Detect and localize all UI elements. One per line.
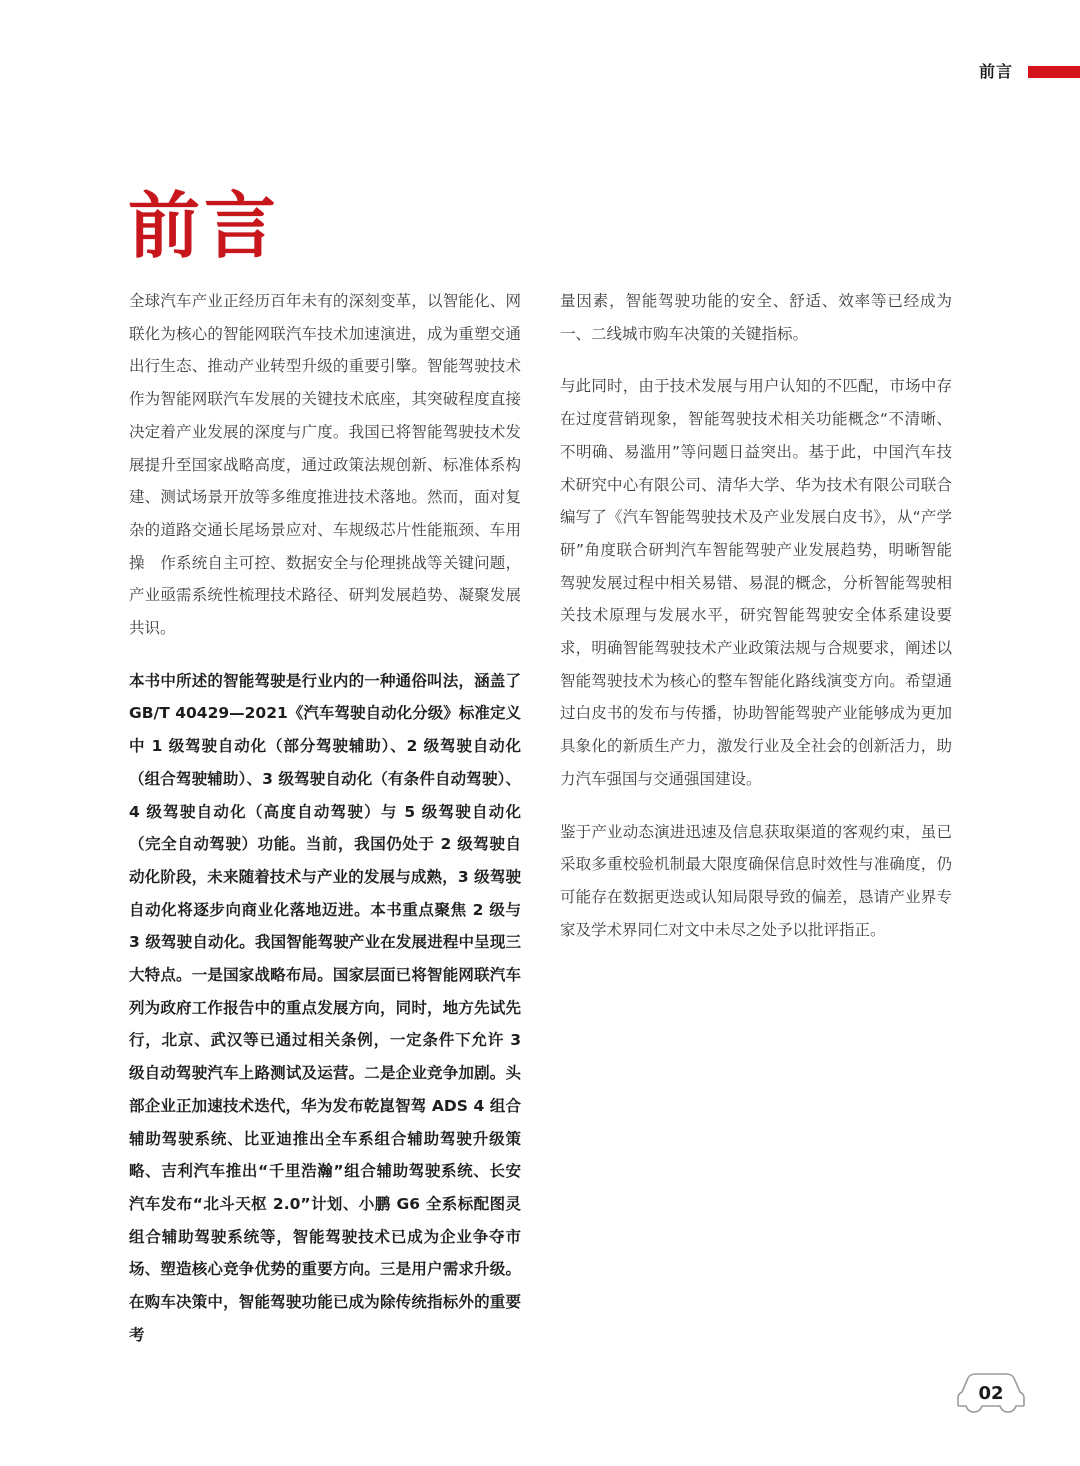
page-number-badge xyxy=(954,1372,1028,1416)
paragraph: 与此同时，由于技术发展与用户认知的不匹配，市场中存在过度营销现象，智能驾驶技术相关功能概念“不清晰、不明确、易滥用”等问题日益突出。基于此，中国汽车技术研究中心有限公司、清华大学、华为技术有限公司联合编写了《汽车智能驾驶技术及产业发展白皮书》，从“产学研”角度联合研判汽车智能驾驶产业发展趋势，明晰智能驾驶发展过程中相关易错、易混的概念，分析智能驾驶相关技术原理与发展水平，研究智能驾驶安全体系建设要求，明确智能驾驶技术产业政策法规与合规要求，阐述以智能驾驶技术为核心的整车智能化路线演变方向。希望通过白皮书的发布与传播，协助智能驾驶产业能够成为更加具象化的新质生产力，激发行业及全社会的创新活力，助力汽车强国与交通强国建设。 xyxy=(560,377,952,788)
section-accent-bar xyxy=(1028,66,1080,78)
paragraph: 全球汽车产业正经历百年未有的深刻变革，以智能化、网联化为核心的智能网联汽车技术加速演进，成为重塑交通出行生态、推动产业转型升级的重要引擎。智能驾驶技术作为智能网联汽车发展的关键技术底座，其突破程度直接决定着产业发展的深度与广度。我国已将智能驾驶技术发展提升至国家战略高度，通过政策法规创新、标准体系构建、测试场景开放等多维度推进技术落地。然而，面对复杂的道路交通长尾场景应对、车规级芯片性能瓶颈、车用操 作系统自主可控、数据安全与伦理挑战等关键问题，产业亟需系统性梳理技术路径、研判发展趋势、凝聚发展共识。 xyxy=(129,292,521,638)
paragraph: 鉴于产业动态演进迅速及信息获取渠道的客观约束，虽已采取多重校验机制最大限度确保信息时效性与准确度，仍可能存在数据更迭或认知局限导致的偏差，恳请产业界专家及学术界同仁对文中未尽之处予以批评指正。 xyxy=(560,822,952,939)
paragraph: 本书中所述的智能驾驶是行业内的一种通俗叫法，涵盖了 GB/T 40429—2021《汽车驾驶自动化分级》标准定义中 1 级驾驶自动化（部分驾驶辅助）、2 级驾驶自动化（组合驾驶辅助）、3 级驾驶自动化（有条件自动驾驶）、4 级驾驶自动化（高度自动驾驶）与 5 级驾驶自动化（完全自动驾驶）功能。当前，我国仍处于 2 级驾驶自动化阶段，未来随着技术与产业的发展与成熟，3 级驾驶自动化将逐步向商业化落地迈进。本书重点聚焦 2 级与 3 级驾驶自动化。我国智能驾驶产业在发展进程中呈现三大特点。一是国家战略布局。国家层面已将智能网联汽车列为政府工作报告中的重点发展方向，同时，地方先试先行，北京、武汉等已通过相关条例，一定条件下允许 3 级自动驾驶汽车上路测试及运营。二是企业竞争加剧。头部企业正加速技术迭代，华为发布乾崑智驾 ADS 4 组合辅助驾驶系统、比亚迪推出全车系组合辅助驾驶升级策略、吉利汽车推出“千里浩瀚”组合辅助驾驶系统、长安汽车发布“北斗天枢 2.0”计划、小鹏 G6 全系标配图灵组合辅助驾驶系统等，智能驾驶技术已成为企业争夺市场、塑造核心竞争优势的重要方向。三是用户需求升级。在购车决策中，智能驾驶功能已成为除传统指标外的重要考 xyxy=(129,671,521,1344)
section-header-label: 前言 xyxy=(979,62,1014,81)
right-text-column xyxy=(560,285,952,966)
paragraph: 量因素，智能驾驶功能的安全、舒适、效率等已经成为一、二线城市购车决策的关键指标。 xyxy=(560,292,952,343)
left-text-column xyxy=(129,285,521,1372)
page-number: 02 xyxy=(978,1383,1004,1404)
page-title: 前言 xyxy=(128,184,281,268)
